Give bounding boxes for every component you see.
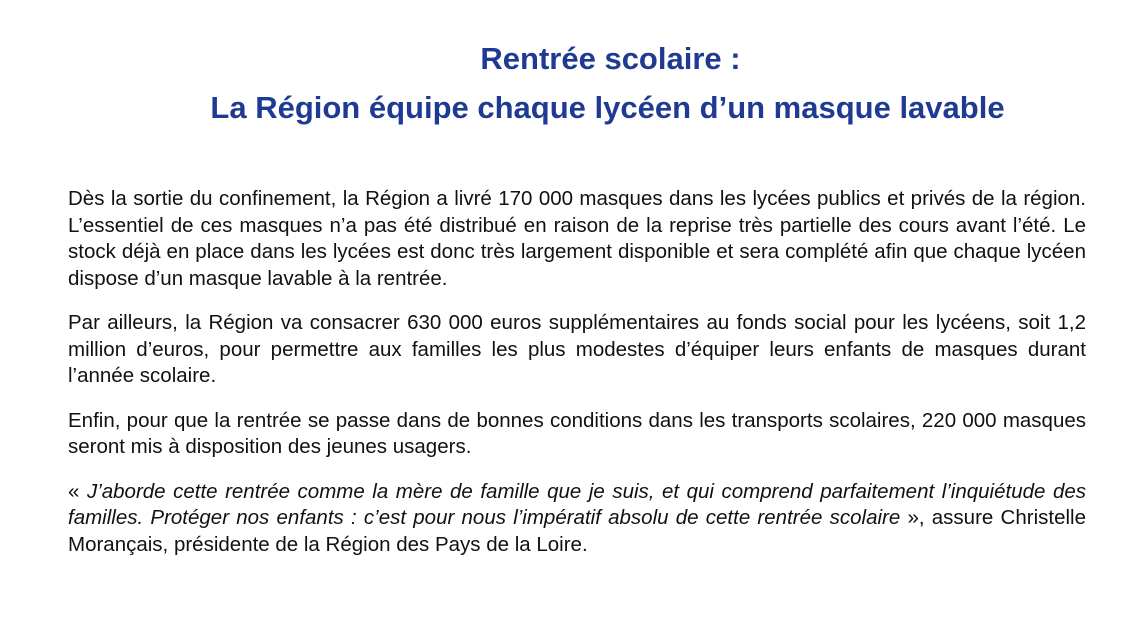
title-line-2: La Région équipe chaque lycéen d’un masque lavable xyxy=(210,90,1005,125)
paragraph-social-fund: Par ailleurs, la Région va consacrer 630 000 euros supplémentaires au fonds social pour les lycéens, soit 1,2 million d’euros, pour permettre aux familles les plus modestes d’équiper leurs enfants de masques durant l’année scolaire. xyxy=(68,311,1086,387)
quote-attribution: », assure Christelle Morançais, présidente de la Région des Pays de la Loire. xyxy=(68,506,1086,556)
quote-open-mark: « xyxy=(68,479,87,503)
quote-text: J’aborde cette rentrée comme la mère de famille que je suis, et qui comprend parfaitement l’inquiétude des familles. Protéger nos enfants : c’est pour nous l’impératif absolu de cette rentrée scolaire xyxy=(68,479,1086,529)
title-line-1: Rentrée scolaire : xyxy=(480,41,741,76)
paragraph-quote xyxy=(68,479,1086,559)
paragraph-school-transport: Enfin, pour que la rentrée se passe dans de bonnes conditions dans les transports scolaires, 220 000 masques seront mis à disposition des jeunes usagers. xyxy=(68,408,1086,458)
paragraph-masks-delivered: Dès la sortie du confinement, la Région a livré 170 000 masques dans les lycées publics et privés de la région. L’essentiel de ces masques n’a pas été distribué en raison de la reprise très partielle des cours avant l’été. Le stock déjà en place dans les lycées est donc très largement disponible et sera complété afin que chaque lycéen dispose d’un masque lavable à la rentrée. xyxy=(68,187,1086,290)
article-body xyxy=(68,186,1086,576)
page-title xyxy=(0,34,1125,132)
